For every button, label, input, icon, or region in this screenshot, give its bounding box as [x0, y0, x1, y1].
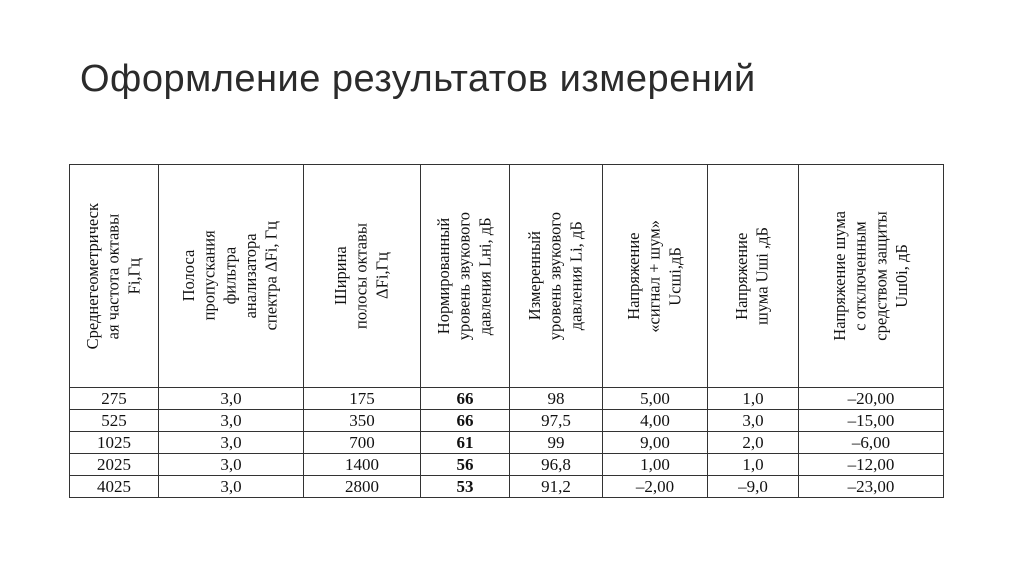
header-octave-width: Ширина полосы октавы ΔFi,Гц: [304, 165, 421, 388]
table-cell: 700: [304, 432, 421, 454]
table-cell: 175: [304, 388, 421, 410]
table-cell: –9,0: [708, 476, 799, 498]
table-cell: –6,00: [799, 432, 944, 454]
table-cell: 2800: [304, 476, 421, 498]
table-cell: 56: [421, 454, 510, 476]
table-header-row: [70, 165, 944, 388]
table-cell: 5,00: [603, 388, 708, 410]
table-row: [70, 476, 944, 498]
table-cell: –20,00: [799, 388, 944, 410]
table-row: [70, 388, 944, 410]
table-cell: 1025: [70, 432, 159, 454]
table-cell: 91,2: [510, 476, 603, 498]
table-cell: 3,0: [159, 476, 304, 498]
table-row: [70, 410, 944, 432]
table-cell: 3,0: [708, 410, 799, 432]
header-filter-bandwidth: Полоса пропускания фильтра анализатора спектра ΔFi, Гц: [159, 165, 304, 388]
table-cell: 3,0: [159, 410, 304, 432]
table-cell: 1,00: [603, 454, 708, 476]
header-signal-noise-voltage: Напряжение «сигнал + шум» Uсшi,дБ: [603, 165, 708, 388]
table-cell: 96,8: [510, 454, 603, 476]
table-cell: 525: [70, 410, 159, 432]
table-cell: 4,00: [603, 410, 708, 432]
table-cell: –2,00: [603, 476, 708, 498]
table-cell: –15,00: [799, 410, 944, 432]
header-center-frequency: Среднегеометрическ ая частота октавы Fi,Гц: [70, 165, 159, 388]
header-noise-voltage-no-protection: Напряжение шума с отключенным средством защиты Uш0i, дБ: [799, 165, 944, 388]
table-cell: 53: [421, 476, 510, 498]
table-cell: 4025: [70, 476, 159, 498]
table-cell: 3,0: [159, 432, 304, 454]
table-cell: –12,00: [799, 454, 944, 476]
slide-title: Оформление результатов измерений: [80, 58, 756, 100]
table-cell: 275: [70, 388, 159, 410]
table-cell: 350: [304, 410, 421, 432]
table-cell: 98: [510, 388, 603, 410]
table-row: [70, 454, 944, 476]
table-cell: 1400: [304, 454, 421, 476]
table-row: [70, 432, 944, 454]
table-cell: 66: [421, 410, 510, 432]
table-cell: 1,0: [708, 388, 799, 410]
header-noise-voltage: Напряжение шума Uшi ,дБ: [708, 165, 799, 388]
table-cell: 66: [421, 388, 510, 410]
header-normalized-level: Нормированный уровень звукового давления Lнi, дБ: [421, 165, 510, 388]
table-cell: 3,0: [159, 388, 304, 410]
table-cell: 9,00: [603, 432, 708, 454]
table-cell: 1,0: [708, 454, 799, 476]
header-measured-level: Измеренный уровень звукового давления Li, дБ: [510, 165, 603, 388]
results-table: [69, 164, 944, 498]
table-cell: 99: [510, 432, 603, 454]
table-cell: 97,5: [510, 410, 603, 432]
table-cell: –23,00: [799, 476, 944, 498]
table-cell: 2025: [70, 454, 159, 476]
table-cell: 61: [421, 432, 510, 454]
table-cell: 2,0: [708, 432, 799, 454]
table-cell: 3,0: [159, 454, 304, 476]
